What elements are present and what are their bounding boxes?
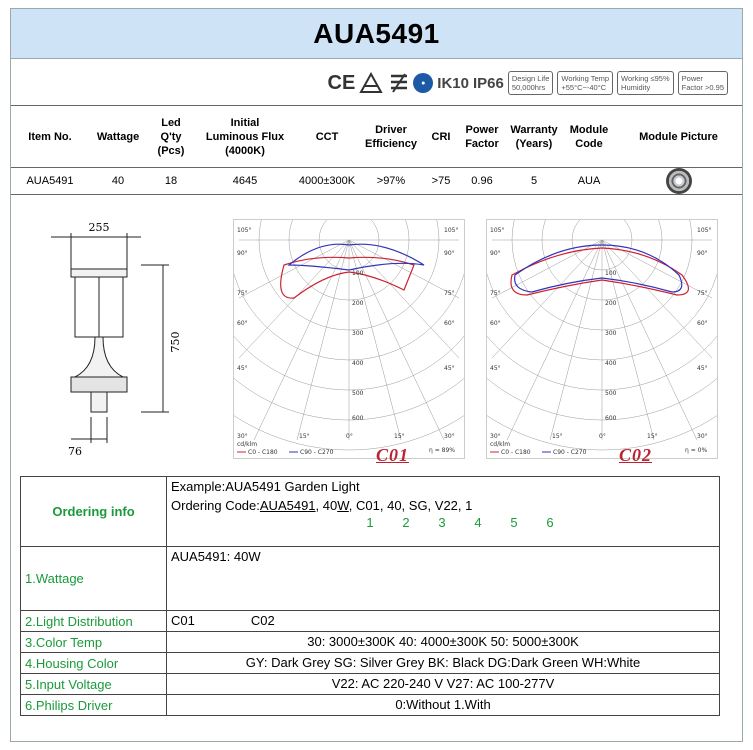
cell-warranty: 5	[505, 168, 563, 195]
radial-tick-500: 500	[605, 390, 617, 397]
radial-tick-100: 100	[605, 270, 617, 277]
cell-cri: >75	[423, 168, 459, 195]
angle-105-left: 105°	[237, 227, 252, 234]
height-dimension-label: 750	[169, 331, 182, 353]
legend-c90-c01: C90 - C270	[300, 449, 334, 456]
cell-cct: 4000±300K	[295, 168, 359, 195]
working-temp-badge: Working Temp +55°C~-40°C	[557, 71, 613, 95]
code-number: 4	[474, 515, 482, 530]
eta-c01: η = 89%	[429, 447, 455, 454]
emc-mark-icon	[389, 72, 409, 94]
ordering-table	[20, 476, 720, 716]
col-cri: CRI	[423, 106, 459, 168]
code-number: 3	[438, 515, 446, 530]
radial-tick-200: 200	[605, 300, 617, 307]
input-voltage-row	[21, 674, 720, 695]
cell-wattage: 40	[89, 168, 147, 195]
polar-unit-c01: cd/klm	[237, 441, 258, 448]
width-dimension-label: 255	[88, 221, 110, 234]
angle-45-right: 45°	[697, 365, 708, 372]
angle-0: 0°	[346, 433, 353, 440]
light-distribution-row	[21, 611, 720, 632]
cell-item-no: AUA5491	[11, 168, 89, 195]
color-temp-row	[21, 632, 720, 653]
cell-power-factor: 0.96	[459, 168, 505, 195]
angle-15-left: 15°	[299, 433, 310, 440]
angle-75-left: 75°	[237, 290, 248, 297]
ordering-code: Ordering Code:AUA5491, 40W, C01, 40, SG, V22, 1	[171, 498, 473, 513]
ordering-info-content	[167, 477, 720, 547]
eta-c02: η = 0%	[685, 447, 708, 454]
code-number: 6	[546, 515, 554, 530]
working-humidity-badge: Working ≤95% Humidity	[617, 71, 674, 95]
title-bar	[11, 9, 742, 59]
angle-15-right: 15°	[394, 433, 405, 440]
code-number: 2	[402, 515, 410, 530]
polar-code-c01: C01	[376, 445, 410, 465]
certification-row	[328, 67, 729, 99]
cell-module-code: AUA	[563, 168, 615, 195]
angle-30-right: 30°	[444, 433, 455, 440]
page-title: AUA5491	[313, 17, 440, 49]
legend-c90-c02: C90 - C270	[553, 449, 587, 456]
dimension-drawing	[41, 217, 191, 465]
radial-tick-300: 300	[352, 330, 364, 337]
philips-driver-value: 0:Without 1.With	[167, 695, 720, 716]
cell-module-picture	[615, 168, 742, 195]
cell-luminous-flux: 4645	[195, 168, 295, 195]
angle-75-left: 75°	[490, 290, 501, 297]
housing-color-row	[21, 653, 720, 674]
polar-diagram-c02	[486, 219, 718, 465]
col-module-code: Module Code	[563, 106, 615, 168]
col-warranty: Warranty (Years)	[505, 106, 563, 168]
col-luminous-flux: Initial Luminous Flux (4000K)	[195, 106, 295, 168]
angle-90-left: 90°	[237, 250, 248, 257]
code-number: 1	[366, 515, 374, 530]
angle-15-left: 15°	[552, 433, 563, 440]
polar-diagram-c01	[233, 219, 465, 465]
polar-svg-c01	[234, 220, 464, 458]
angle-45-left: 45°	[237, 365, 248, 372]
angle-105-left: 105°	[490, 227, 505, 234]
radial-tick-400: 400	[352, 360, 364, 367]
ordering-info-label: Ordering info	[21, 477, 167, 547]
power-factor-badge: Power Factor >0.95	[678, 71, 728, 95]
col-module-picture: Module Picture	[615, 106, 742, 168]
cell-driver-efficiency: >97%	[359, 168, 423, 195]
ik-rating: IK10	[437, 74, 469, 92]
spec-table	[11, 105, 742, 195]
ip-rating: IP66	[472, 74, 504, 92]
base-dimension-label: 76	[68, 445, 82, 458]
light-distribution-value: C01 C02	[167, 611, 720, 632]
radial-tick-600: 600	[352, 415, 364, 422]
led-module-image	[666, 168, 692, 194]
angle-0: 0°	[599, 433, 606, 440]
wattage-row	[21, 547, 720, 611]
philips-driver-label: 6.Philips Driver	[21, 695, 167, 716]
angle-75-right: 75°	[444, 290, 455, 297]
angle-105-right: 105°	[697, 227, 712, 234]
color-temp-label: 3.Color Temp	[21, 632, 167, 653]
polar-svg-c02	[487, 220, 717, 458]
angle-105-right: 105°	[444, 227, 459, 234]
ordering-code-numbers	[352, 515, 715, 530]
design-life-badge: Design Life 50,000hrs	[508, 71, 554, 95]
spec-data-row	[11, 168, 742, 195]
radial-tick-400: 400	[605, 360, 617, 367]
col-item-no: Item No.	[11, 106, 89, 168]
spec-header-row	[11, 106, 742, 168]
ordering-info-row	[21, 477, 720, 547]
angle-30-right: 30°	[697, 433, 708, 440]
input-voltage-value: V22: AC 220-240 V V27: AC 100-277V	[167, 674, 720, 695]
angle-15-right: 15°	[647, 433, 658, 440]
angle-90-right: 90°	[444, 250, 455, 257]
angle-90-left: 90°	[490, 250, 501, 257]
radial-tick-600: 600	[605, 415, 617, 422]
radial-tick-100: 100	[352, 270, 364, 277]
wattage-label: 1.Wattage	[21, 547, 167, 611]
rohs-mark-icon	[359, 72, 385, 94]
code-number: 5	[510, 515, 518, 530]
angle-30-left: 30°	[237, 433, 248, 440]
col-led-qty: Led Q'ty (Pcs)	[147, 106, 195, 168]
col-power-factor: Power Factor	[459, 106, 505, 168]
angle-45-right: 45°	[444, 365, 455, 372]
figure-area	[11, 209, 742, 471]
polar-code-c02: C02	[619, 445, 653, 465]
housing-color-label: 4.Housing Color	[21, 653, 167, 674]
globe-mark-icon: ●	[413, 73, 433, 93]
input-voltage-label: 5.Input Voltage	[21, 674, 167, 695]
angle-90-right: 90°	[697, 250, 708, 257]
ce-mark-icon: CE	[327, 71, 356, 94]
angle-60-left: 60°	[490, 320, 501, 327]
col-cct: CCT	[295, 106, 359, 168]
legend-c0-c01: C0 - C180	[248, 449, 278, 456]
angle-60-right: 60°	[444, 320, 455, 327]
color-temp-value: 30: 3000±300K 40: 4000±300K 50: 5000±300K	[167, 632, 720, 653]
philips-driver-row	[21, 695, 720, 716]
col-driver-efficiency: Driver Efficiency	[359, 106, 423, 168]
wattage-value: AUA5491: 40W	[167, 547, 720, 611]
polar-grid-c02	[487, 220, 717, 450]
angle-45-left: 45°	[490, 365, 501, 372]
angle-60-right: 60°	[697, 320, 708, 327]
radial-tick-300: 300	[605, 330, 617, 337]
angle-75-right: 75°	[697, 290, 708, 297]
cell-led-qty: 18	[147, 168, 195, 195]
angle-60-left: 60°	[237, 320, 248, 327]
polar-grid-c01	[234, 220, 464, 450]
angle-30-left: 30°	[490, 433, 501, 440]
radial-tick-500: 500	[352, 390, 364, 397]
housing-color-value: GY: Dark Grey SG: Silver Grey BK: Black DG:Dark Green WH:White	[167, 653, 720, 674]
legend-c0-c02: C0 - C180	[501, 449, 531, 456]
polar-unit-c02: cd/klm	[490, 441, 511, 448]
col-wattage: Wattage	[89, 106, 147, 168]
radial-tick-200: 200	[352, 300, 364, 307]
ordering-example: Example:AUA5491 Garden Light	[171, 479, 360, 494]
light-distribution-label: 2.Light Distribution	[21, 611, 167, 632]
polar-curve-c90-c02	[515, 245, 682, 292]
